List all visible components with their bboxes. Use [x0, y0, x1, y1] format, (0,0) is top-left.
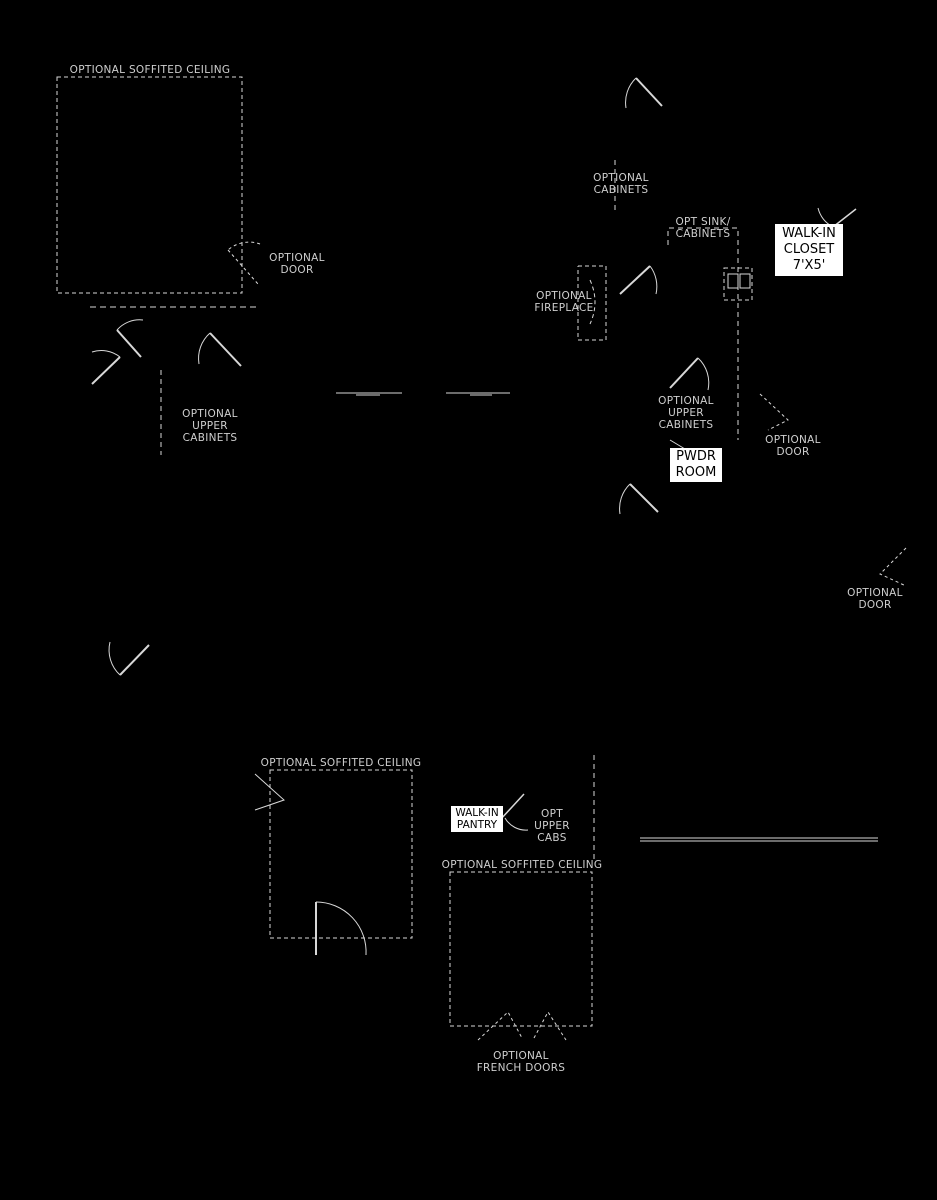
note-soffit-top-left: OPTIONAL SOFFITED CEILING	[69, 64, 231, 76]
note-soffit-bottom-left: OPTIONAL SOFFITED CEILING	[260, 757, 422, 769]
room-label-walk-in-pantry: WALK-IN PANTRY	[451, 806, 503, 832]
note-cabinets-top: OPTIONAL CABINETS	[593, 172, 649, 196]
note-sink-cabinets: OPT SINK/ CABINETS	[675, 216, 731, 240]
note-upper-cabs-bottom: OPT UPPER CABS	[534, 808, 570, 844]
note-soffit-bottom-right: OPTIONAL SOFFITED CEILING	[441, 859, 603, 871]
note-upper-cabinets-center: OPTIONAL UPPER CABINETS	[658, 395, 714, 431]
note-upper-cabinets-left: OPTIONAL UPPER CABINETS	[182, 408, 238, 444]
note-door-top-left: OPTIONAL DOOR	[269, 252, 325, 276]
note-fireplace: OPTIONAL FIREPLACE	[534, 290, 594, 314]
note-door-center-right: OPTIONAL DOOR	[765, 434, 821, 458]
note-door-far-right: OPTIONAL DOOR	[847, 587, 903, 611]
note-french-doors: OPTIONAL FRENCH DOORS	[476, 1050, 566, 1074]
room-label-powder-room: PWDR ROOM	[670, 448, 722, 482]
room-label-walk-in-closet: WALK-IN CLOSET 7'X5'	[775, 224, 843, 276]
